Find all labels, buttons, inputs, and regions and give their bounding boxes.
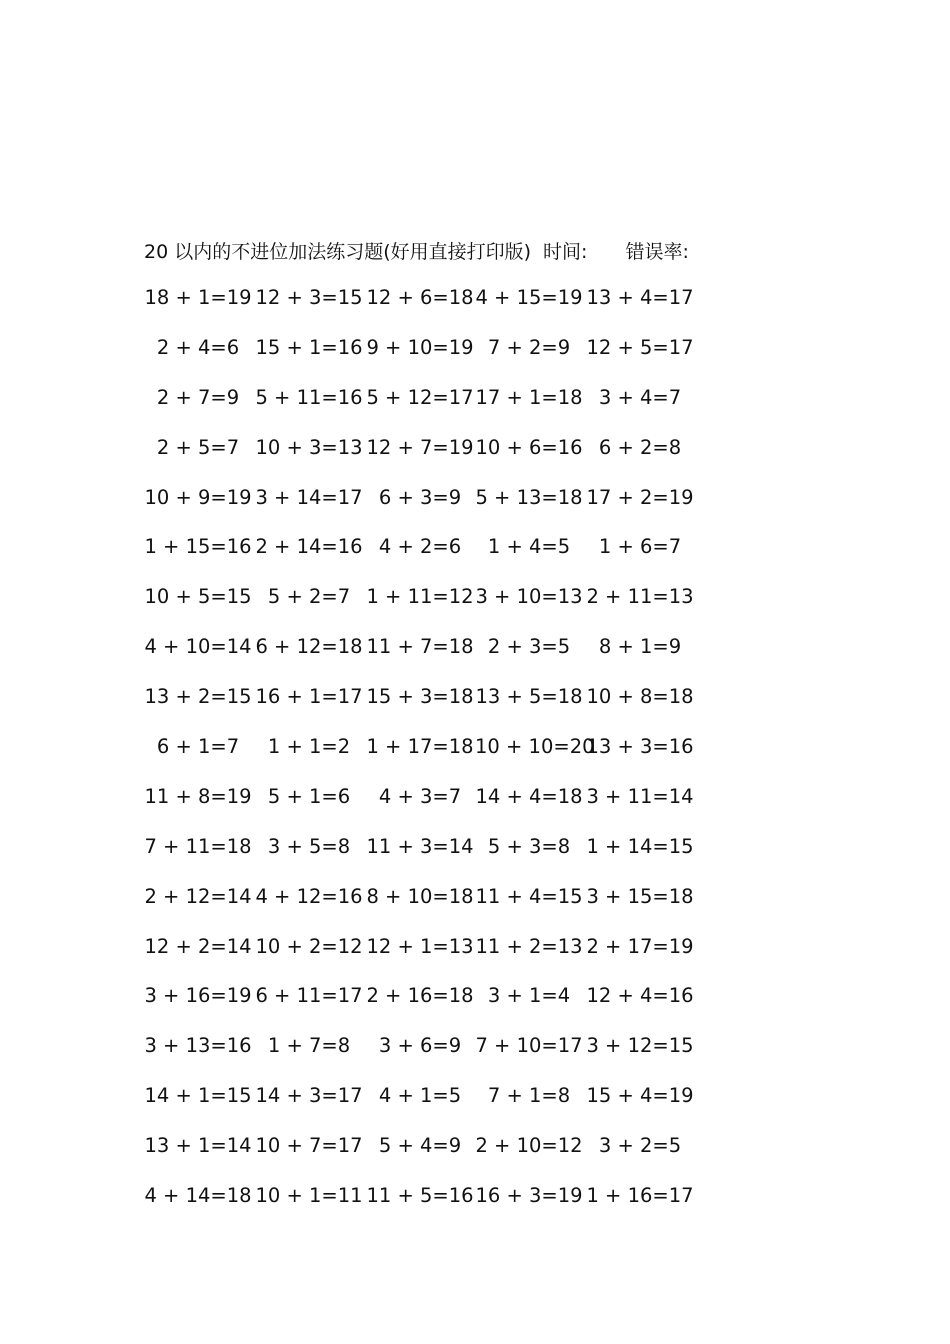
addition-problem: 15 + 1=16 bbox=[255, 335, 363, 359]
addition-problem: 4 + 12=16 bbox=[255, 884, 363, 908]
addition-problem: 3 + 1=4 bbox=[487, 984, 571, 1008]
addition-problem: 3 + 5=8 bbox=[267, 834, 351, 858]
addition-problem: 1 + 17=18 bbox=[366, 735, 474, 759]
addition-problem: 12 + 1=13 bbox=[366, 934, 474, 958]
addition-problem: 5 + 12=17 bbox=[366, 385, 474, 409]
problem-row bbox=[144, 334, 744, 384]
addition-problem: 3 + 14=17 bbox=[255, 485, 363, 509]
addition-problem: 9 + 10=19 bbox=[366, 335, 474, 359]
problem-row bbox=[144, 434, 744, 484]
addition-problem: 6 + 3=9 bbox=[378, 485, 462, 509]
addition-problem: 3 + 16=19 bbox=[144, 984, 252, 1008]
addition-problem: 10 + 10=20 bbox=[475, 735, 595, 759]
problem-row bbox=[144, 683, 744, 733]
worksheet-header bbox=[144, 236, 689, 264]
addition-problem: 5 + 11=16 bbox=[255, 385, 363, 409]
addition-problem: 1 + 16=17 bbox=[586, 1184, 694, 1208]
addition-problem: 5 + 2=7 bbox=[267, 585, 351, 609]
addition-problem: 7 + 10=17 bbox=[475, 1034, 583, 1058]
addition-problem: 6 + 1=7 bbox=[156, 735, 240, 759]
addition-problem: 4 + 2=6 bbox=[378, 535, 462, 559]
problem-grid bbox=[144, 284, 744, 1232]
addition-problem: 14 + 4=18 bbox=[475, 784, 583, 808]
addition-problem: 11 + 3=14 bbox=[366, 834, 474, 858]
problem-row bbox=[144, 384, 744, 434]
addition-problem: 12 + 6=18 bbox=[366, 286, 474, 309]
worksheet-title: 20 以内的不进位加法练习题(好用直接打印版) bbox=[144, 240, 532, 263]
addition-problem: 1 + 15=16 bbox=[144, 535, 252, 559]
time-label: 时间: bbox=[543, 240, 588, 263]
addition-problem: 10 + 6=16 bbox=[475, 435, 583, 459]
addition-problem: 2 + 7=9 bbox=[156, 385, 240, 409]
addition-problem: 16 + 3=19 bbox=[475, 1184, 583, 1208]
addition-problem: 10 + 3=13 bbox=[255, 435, 363, 459]
addition-problem: 11 + 7=18 bbox=[366, 635, 474, 659]
addition-problem: 1 + 4=5 bbox=[487, 535, 571, 559]
addition-problem: 2 + 12=14 bbox=[144, 884, 252, 908]
addition-problem: 18 + 1=19 bbox=[144, 286, 252, 309]
addition-problem: 4 + 14=18 bbox=[144, 1184, 252, 1208]
addition-problem: 2 + 16=18 bbox=[366, 984, 474, 1008]
addition-problem: 1 + 7=8 bbox=[267, 1034, 351, 1058]
addition-problem: 8 + 1=9 bbox=[598, 635, 682, 659]
addition-problem: 2 + 4=6 bbox=[156, 335, 240, 359]
addition-problem: 1 + 6=7 bbox=[598, 535, 682, 559]
addition-problem: 3 + 13=16 bbox=[144, 1034, 252, 1058]
problem-row bbox=[144, 284, 744, 334]
addition-problem: 5 + 13=18 bbox=[475, 485, 583, 509]
addition-problem: 12 + 4=16 bbox=[586, 984, 694, 1008]
addition-problem: 3 + 2=5 bbox=[598, 1134, 682, 1158]
addition-problem: 4 + 10=14 bbox=[144, 635, 252, 659]
addition-problem: 8 + 10=18 bbox=[366, 884, 474, 908]
problem-row bbox=[144, 1082, 744, 1132]
problem-row bbox=[144, 883, 744, 933]
addition-problem: 10 + 9=19 bbox=[144, 485, 252, 509]
addition-problem: 13 + 1=14 bbox=[144, 1134, 252, 1158]
addition-problem: 3 + 15=18 bbox=[586, 884, 694, 908]
error-rate-label: 错误率: bbox=[625, 240, 689, 263]
problem-row bbox=[144, 583, 744, 633]
addition-problem: 5 + 4=9 bbox=[378, 1134, 462, 1158]
addition-problem: 10 + 5=15 bbox=[144, 585, 252, 609]
addition-problem: 7 + 2=9 bbox=[487, 335, 571, 359]
addition-problem: 12 + 3=15 bbox=[255, 286, 363, 309]
addition-problem: 4 + 1=5 bbox=[378, 1084, 462, 1108]
addition-problem: 11 + 2=13 bbox=[475, 934, 583, 958]
addition-problem: 12 + 7=19 bbox=[366, 435, 474, 459]
addition-problem: 2 + 3=5 bbox=[487, 635, 571, 659]
addition-problem: 10 + 8=18 bbox=[586, 685, 694, 709]
addition-problem: 7 + 1=8 bbox=[487, 1084, 571, 1108]
addition-problem: 10 + 1=11 bbox=[255, 1184, 363, 1208]
addition-problem: 12 + 2=14 bbox=[144, 934, 252, 958]
addition-problem: 10 + 2=12 bbox=[255, 934, 363, 958]
problem-row bbox=[144, 933, 744, 983]
addition-problem: 2 + 11=13 bbox=[586, 585, 694, 609]
addition-problem: 4 + 15=19 bbox=[475, 286, 583, 309]
problem-row bbox=[144, 1182, 744, 1232]
addition-problem: 6 + 11=17 bbox=[255, 984, 363, 1008]
addition-problem: 2 + 17=19 bbox=[586, 934, 694, 958]
addition-problem: 14 + 3=17 bbox=[255, 1084, 363, 1108]
addition-problem: 2 + 10=12 bbox=[475, 1134, 583, 1158]
addition-problem: 6 + 2=8 bbox=[598, 435, 682, 459]
addition-problem: 1 + 14=15 bbox=[586, 834, 694, 858]
addition-problem: 5 + 3=8 bbox=[487, 834, 571, 858]
addition-problem: 13 + 4=17 bbox=[586, 286, 694, 309]
addition-problem: 3 + 10=13 bbox=[475, 585, 583, 609]
addition-problem: 2 + 14=16 bbox=[255, 535, 363, 559]
addition-problem: 17 + 1=18 bbox=[475, 385, 583, 409]
problem-row bbox=[144, 833, 744, 883]
problem-row bbox=[144, 1132, 744, 1182]
addition-problem: 1 + 1=2 bbox=[267, 735, 351, 759]
addition-problem: 13 + 5=18 bbox=[475, 685, 583, 709]
addition-problem: 11 + 8=19 bbox=[144, 784, 252, 808]
addition-problem: 17 + 2=19 bbox=[586, 485, 694, 509]
addition-problem: 15 + 4=19 bbox=[586, 1084, 694, 1108]
addition-problem: 12 + 5=17 bbox=[586, 335, 694, 359]
problem-row bbox=[144, 533, 744, 583]
problem-row bbox=[144, 484, 744, 534]
problem-row bbox=[144, 783, 744, 833]
addition-problem: 5 + 1=6 bbox=[267, 784, 351, 808]
addition-problem: 6 + 12=18 bbox=[255, 635, 363, 659]
addition-problem: 11 + 4=15 bbox=[475, 884, 583, 908]
addition-problem: 16 + 1=17 bbox=[255, 685, 363, 709]
problem-row bbox=[144, 982, 744, 1032]
addition-problem: 13 + 2=15 bbox=[144, 685, 252, 709]
addition-problem: 7 + 11=18 bbox=[144, 834, 252, 858]
problem-row bbox=[144, 733, 744, 783]
problem-row bbox=[144, 1032, 744, 1082]
problem-row bbox=[144, 633, 744, 683]
addition-problem: 15 + 3=18 bbox=[366, 685, 474, 709]
addition-problem: 3 + 4=7 bbox=[598, 385, 682, 409]
addition-problem: 11 + 5=16 bbox=[366, 1184, 474, 1208]
addition-problem: 2 + 5=7 bbox=[156, 435, 240, 459]
addition-problem: 3 + 11=14 bbox=[586, 784, 694, 808]
addition-problem: 1 + 11=12 bbox=[366, 585, 474, 609]
addition-problem: 3 + 6=9 bbox=[378, 1034, 462, 1058]
addition-problem: 14 + 1=15 bbox=[144, 1084, 252, 1108]
addition-problem: 3 + 12=15 bbox=[586, 1034, 694, 1058]
addition-problem: 13 + 3=16 bbox=[586, 735, 694, 759]
addition-problem: 10 + 7=17 bbox=[255, 1134, 363, 1158]
addition-problem: 4 + 3=7 bbox=[378, 784, 462, 808]
